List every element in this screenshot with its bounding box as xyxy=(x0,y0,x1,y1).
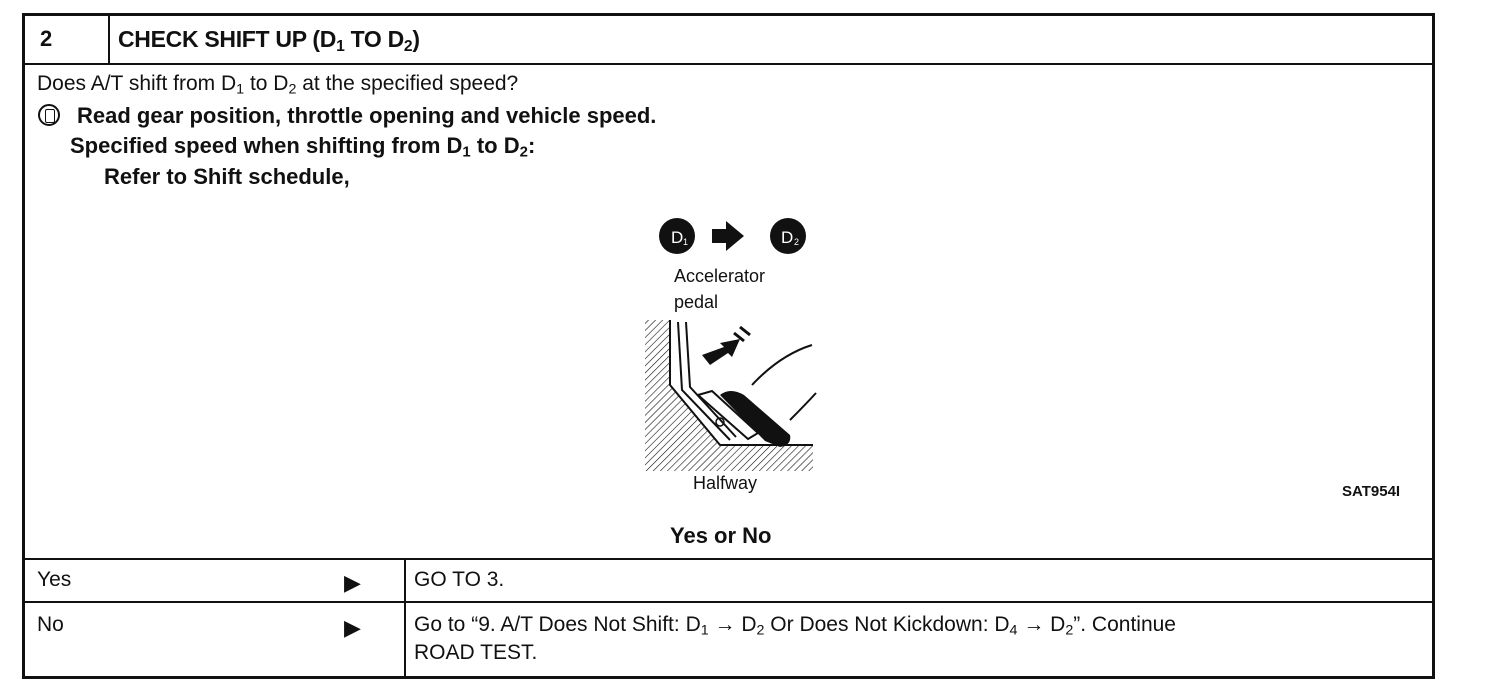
press-arrow-icon xyxy=(702,339,740,365)
result-no-action-line2: ROAD TEST. xyxy=(414,641,538,664)
result-no-arrow-icon: ▶ xyxy=(344,615,361,640)
figure-caption-accelerator: Accelerator xyxy=(674,266,766,286)
consult-screen-icon xyxy=(38,104,60,126)
svg-text:1: 1 xyxy=(683,237,689,247)
result-no-action: Go to “9. A/T Does Not Shift: $D_1 \to D_2$ Or Does Not Kickdown: $D_4 \to D_2$”. Continue xyxy=(414,613,1176,639)
svg-text:D: D xyxy=(781,228,794,247)
figure-caption-halfway: Halfway xyxy=(693,473,758,493)
svg-text:D: D xyxy=(671,228,684,247)
instruction-shift-schedule: Refer to Shift schedule, xyxy=(104,164,350,189)
result-no-label: No xyxy=(37,613,64,636)
result-divider xyxy=(22,601,1435,603)
result-yes-action: GO TO 3. xyxy=(414,568,505,591)
step-title: CHECK SHIFT UP ($D_1$ TO $D_2$) xyxy=(118,26,420,55)
header-divider xyxy=(22,63,1435,65)
figure-caption-pedal: pedal xyxy=(674,292,719,312)
accelerator-pedal-illustration xyxy=(640,215,820,475)
instruction-read-gear: Read gear position, throttle opening and vehicle speed. xyxy=(77,103,657,128)
step-number-divider xyxy=(108,13,110,64)
yes-or-no-prompt: Yes or No xyxy=(670,523,772,548)
result-yes-arrow-icon: ▶ xyxy=(344,570,361,595)
question-text: Does A/T shift from $D_1$ to $D_2$ at the specified speed? xyxy=(37,72,519,98)
result-yes-label: Yes xyxy=(37,568,72,591)
arrow-right-icon xyxy=(712,221,744,251)
prompt-divider xyxy=(22,558,1435,560)
step-number: 2 xyxy=(40,26,53,51)
instruction-specified-speed: Specified speed when shifting from $D_1$ to $D_2$: xyxy=(70,133,536,161)
figure-code: SAT954I xyxy=(1342,483,1401,500)
svg-text:2: 2 xyxy=(794,237,800,247)
result-column-divider xyxy=(404,558,406,679)
